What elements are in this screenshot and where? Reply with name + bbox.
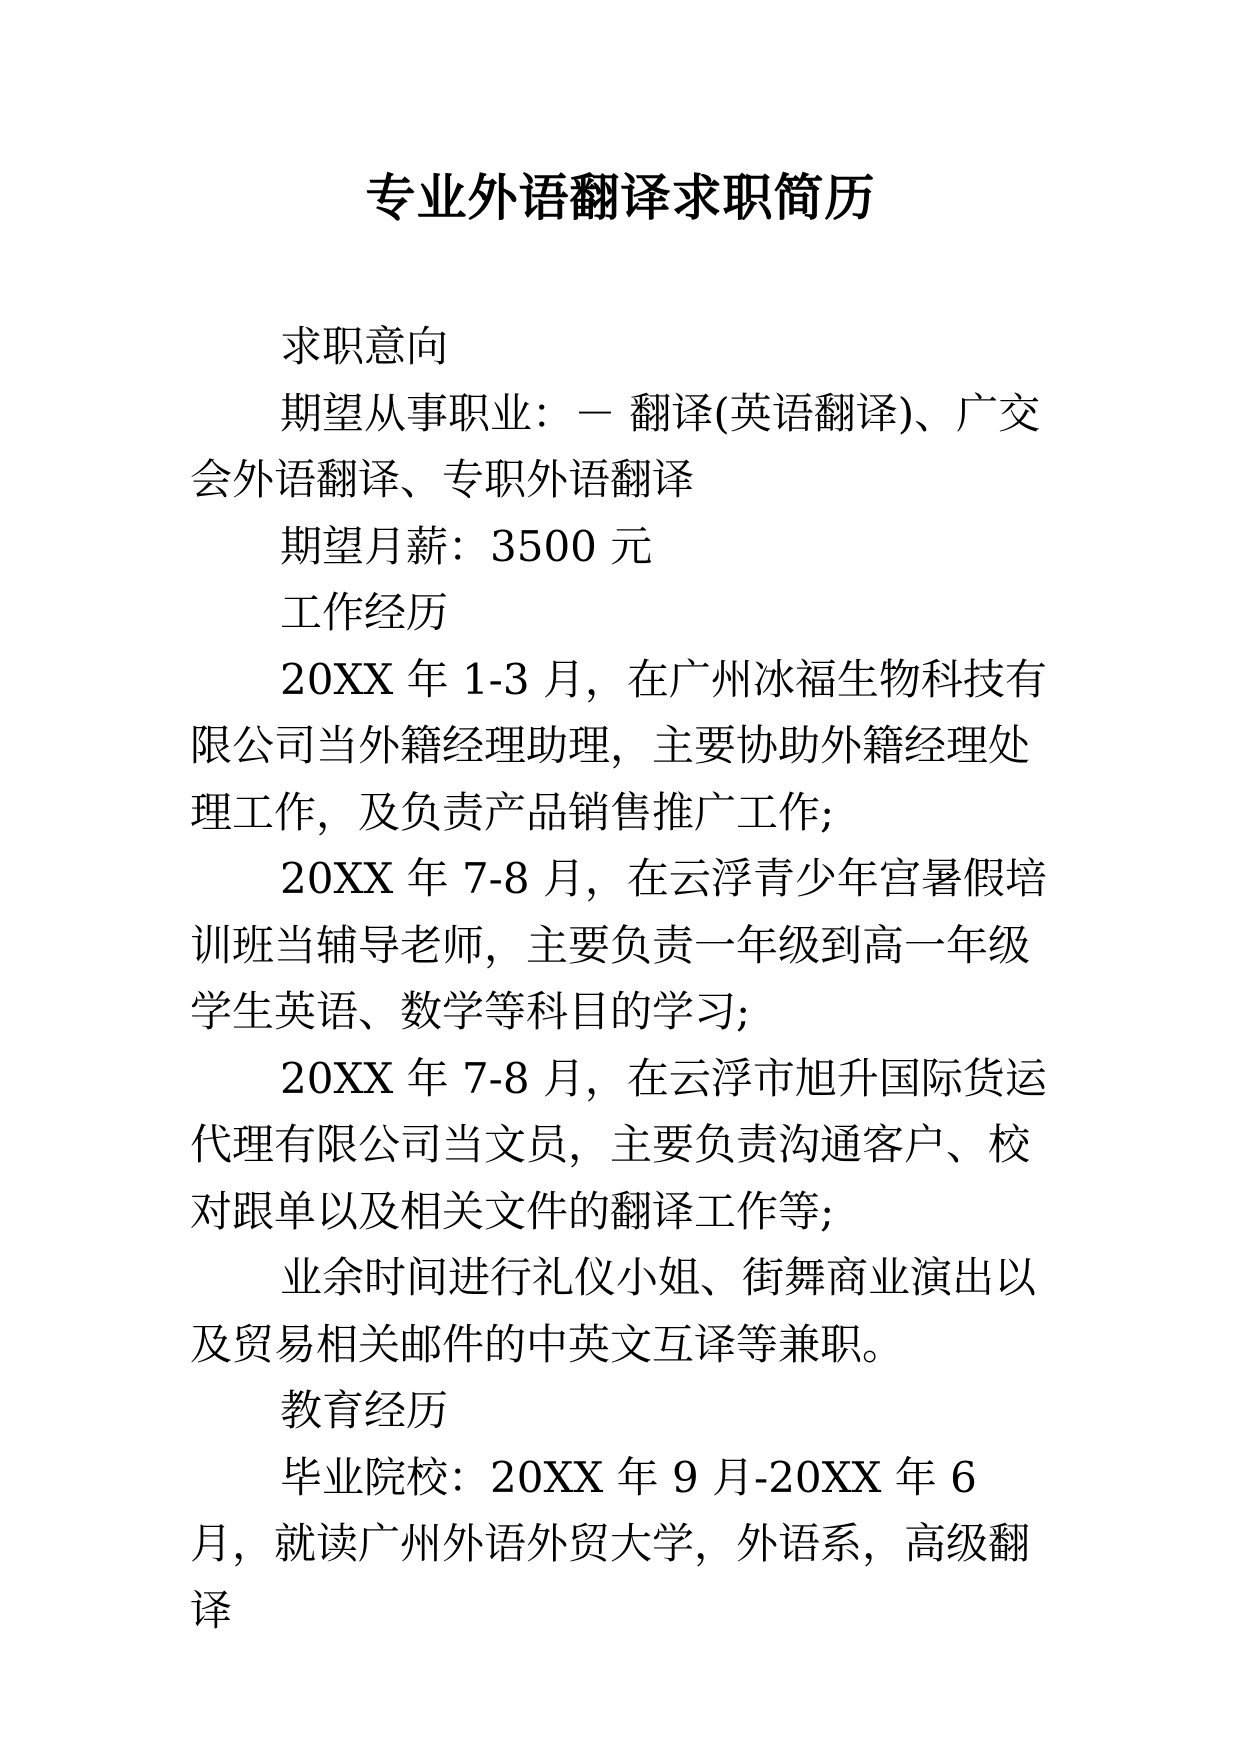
section-heading-job-intention: 求职意向 xyxy=(280,322,449,371)
paragraph-education-entry: 毕业院校：20XX 年 9 月-20XX 年 6 月，就读广州外语外贸大学，外语系，高级翻译 xyxy=(190,1452,1031,1635)
paragraph-work-entry-2: 20XX 年 7-8 月，在云浮青少年宫暑假培训班当辅导老师，主要负责一年级到高一年级学生英语、数学等科目的学习; xyxy=(190,854,1047,1036)
document-title: 专业外语翻译求职简历 xyxy=(365,168,876,227)
section-heading-education: 教育经历 xyxy=(280,1386,449,1435)
paragraph-part-time: 业余时间进行礼仪小姐、街舞商业演出以及贸易相关邮件的中英文互译等兼职。 xyxy=(190,1253,1037,1369)
paragraph-work-entry-1: 20XX 年 1-3 月，在广州冰福生物科技有限公司当外籍经理助理，主要协助外籍经理处理工作，及负责产品销售推广工作; xyxy=(190,654,1047,837)
paragraph-desired-position: 期望从事职业：－ 翻译(英语翻译)、广交会外语翻译、专职外语翻译 xyxy=(190,388,1041,504)
section-heading-work-experience: 工作经历 xyxy=(280,588,449,637)
paragraph-work-entry-3: 20XX 年 7-8 月，在云浮市旭升国际货运代理有限公司当文员，主要负责沟通客户、校对跟单以及相关文件的翻译工作等; xyxy=(190,1053,1047,1236)
paragraph-desired-salary: 期望月薪：3500 元 xyxy=(280,521,653,571)
document-body xyxy=(190,314,1070,1644)
